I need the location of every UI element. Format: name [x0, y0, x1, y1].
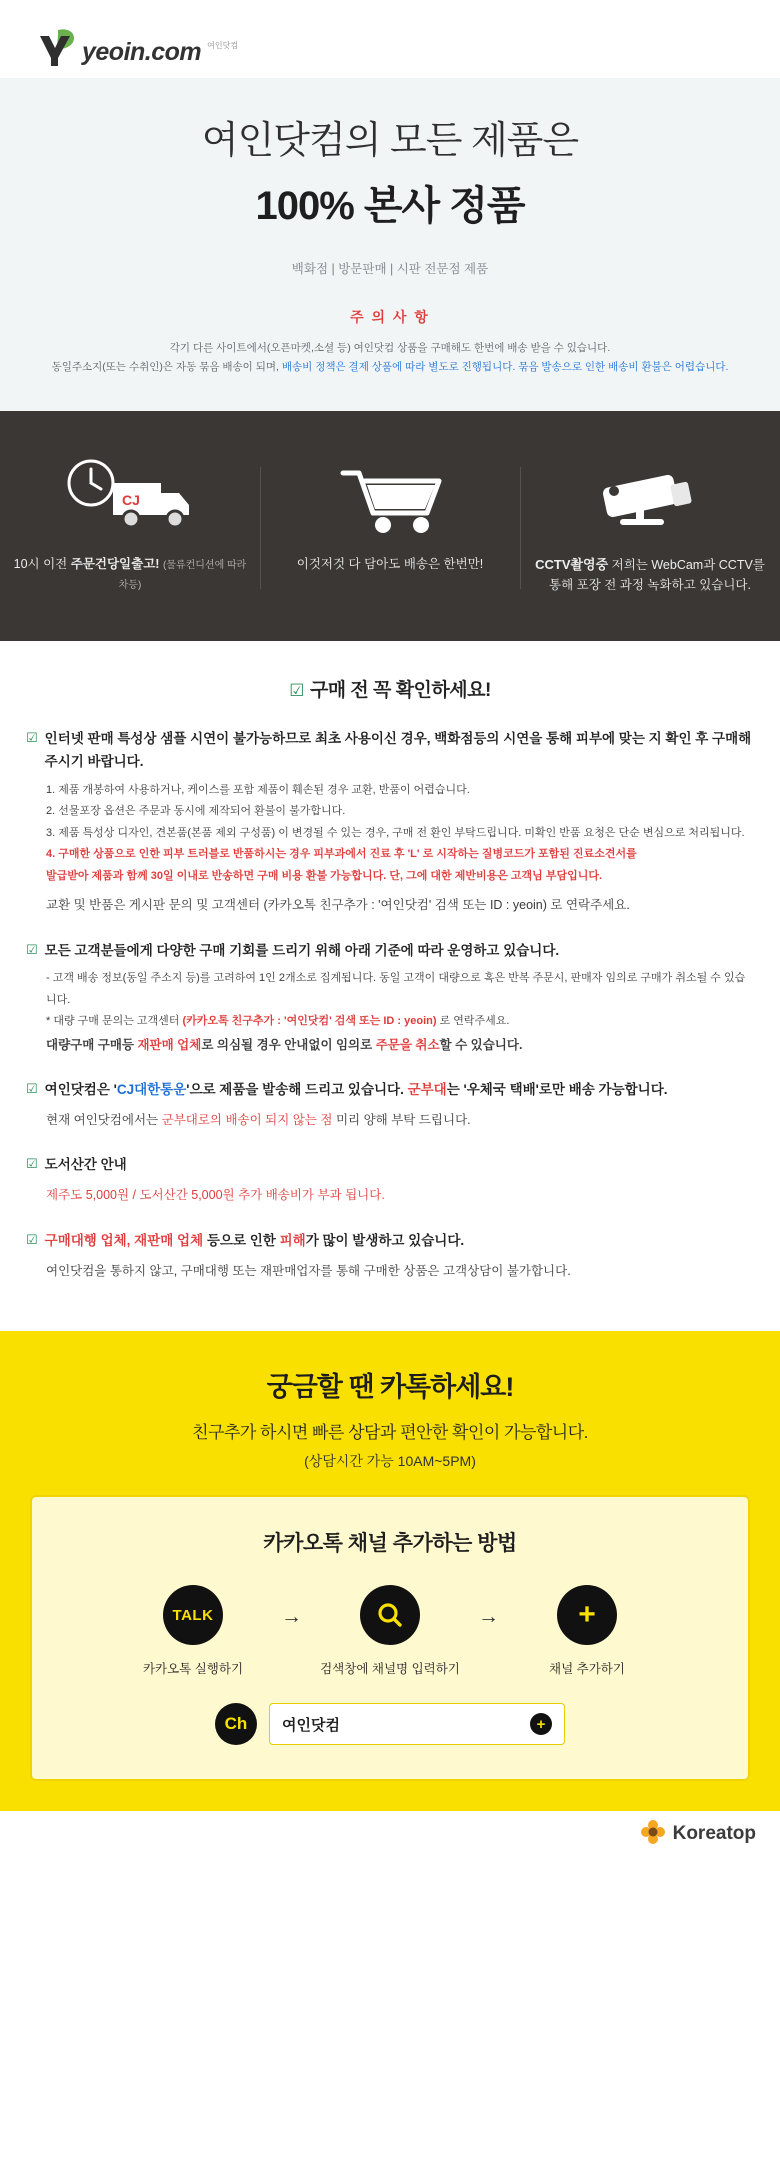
check-block-5-line2: 여인닷컴을 통하지 않고, 구매대행 또는 재판매업자를 통해 구매한 상품은 고객상담이 불가합니다.	[46, 1263, 571, 1278]
notice-body	[30, 339, 750, 378]
check-block-2-last	[46, 1033, 754, 1057]
t3a: 여인닷컴은 '	[44, 1082, 117, 1098]
delivery-truck-icon	[10, 453, 250, 539]
check-box-icon: ☑	[26, 941, 38, 957]
check-box-icon: ☑	[26, 1081, 38, 1097]
l3b: 군부대로의 배송이 되지 않는 점	[161, 1113, 333, 1128]
check-block-3	[26, 1079, 754, 1132]
kakao-howto-card	[30, 1495, 750, 1781]
site-header	[0, 0, 780, 78]
check-block-3-title	[26, 1079, 754, 1102]
kakao-step-2-label: 검색창에 채널명 입력하기	[320, 1662, 460, 1677]
add-channel-button[interactable]: +	[530, 1713, 552, 1735]
kakao-subtitle-2: (상담시간 가능 10AM~5PM)	[304, 1453, 476, 1470]
t5b: 등으로 인한	[203, 1232, 280, 1248]
kakao-channel-icon	[215, 1703, 257, 1745]
check-block-1-body	[26, 780, 754, 918]
kakao-section	[0, 1331, 780, 1811]
l3c: 미리 양해 부탁 드립니다.	[332, 1113, 471, 1128]
check-block-3-line2	[46, 1108, 754, 1132]
feature-delivery-line2: 주문건당일출고!	[70, 557, 160, 572]
last-a: 대량구매 구매등	[46, 1037, 138, 1052]
arrow-right-icon: →	[478, 1605, 499, 1629]
mid-a: * 대량 구매 문의는 고객센터	[46, 1015, 183, 1028]
kakao-channel-name: 여인닷컴	[282, 1716, 340, 1734]
cctv-camera-icon	[530, 453, 770, 539]
check-block-2-title-text: 모든 고객분들에게 다양한 구매 기회를 드리기 위해 아래 기준에 따라 운영하고 있습니다.	[44, 942, 560, 958]
feature-cctv	[520, 453, 780, 595]
hero-title-line2: 100% 본사 정품	[255, 183, 525, 228]
feature-cart-caption	[270, 555, 510, 574]
feature-cctv-title: CCTV촬영중	[535, 557, 609, 573]
last-e: 할 수 있습니다.	[439, 1037, 523, 1052]
kakao-step-3	[517, 1585, 657, 1677]
feature-cart-line2: 배송은 한번만!	[403, 557, 484, 572]
list-item: 1. 제품 개봉하여 사용하거나, 케이스를 포함 제품이 훼손된 경우 교환, 반품이 어렵습니다.	[46, 783, 470, 796]
feature-delivery-line1: 10시 이전	[13, 557, 68, 572]
notice-line-1: 각기 다른 사이트에서(오픈마켓,소셜 등) 여인닷컴 상품을 구매해도 한번에 배송 받을 수 있습니다.	[169, 341, 611, 354]
last-c: 로 의심될 경우 안내없이 임의로	[201, 1037, 376, 1052]
last-d: 주문을 취소	[375, 1037, 440, 1052]
check-box-icon: ☑	[26, 1156, 38, 1172]
check-block-4-title-text: 도서산간 안내	[44, 1157, 127, 1173]
feature-delivery-line3: (물류컨디션에 따라 차등)	[118, 560, 247, 591]
logo-text: yeoin.com	[82, 38, 202, 66]
notice-title: 주 의 사 항	[350, 308, 430, 325]
check-box-icon: ☑	[26, 730, 38, 746]
list-item: - 고객 배송 정보(동일 주소지 등)를 고려하여 1인 2개소로 집계됩니다. 동일 고객이 대량으로 혹은 반복 주문시, 판매자 임의로 구매가 취소될 수 있습니다.	[46, 972, 746, 1006]
logo[interactable]	[36, 26, 780, 68]
check-block-2-mid	[46, 1011, 754, 1032]
logo-subtext: 여인닷컴	[207, 41, 239, 50]
search-icon	[360, 1585, 420, 1645]
purchase-check-heading-text: 구매 전 꼭 확인하세요!	[309, 680, 491, 702]
check-block-4	[26, 1154, 754, 1207]
svg-text:CJ: CJ	[122, 492, 140, 509]
kakao-howto-title: 카카오톡 채널 추가하는 방법	[263, 1532, 517, 1556]
leaf-y-logo-icon	[36, 26, 76, 68]
arrow-right-icon: →	[281, 1605, 302, 1629]
check-box-icon: ☑	[289, 681, 304, 701]
kakao-step-2	[320, 1585, 460, 1677]
mid-c: 로 연락주세요.	[436, 1015, 510, 1028]
t3b: CJ대한통운	[116, 1082, 187, 1098]
check-block-3-body	[26, 1108, 754, 1132]
kakao-step-3-label: 채널 추가하기	[549, 1662, 625, 1677]
list-item: 3. 제품 특성상 디자인, 견본품(본품 제외 구성품) 이 변경될 수 있는 경우, 구매 전 환인 부탁드립니다. 미확인 반품 요청은 단순 변심으로 처리됩니다.	[46, 826, 745, 839]
t5c: 피해	[279, 1232, 306, 1248]
kakao-steps	[52, 1585, 728, 1677]
t5a: 구매대행 업체, 재판매 업체	[44, 1232, 204, 1248]
check-block-2	[26, 940, 754, 1058]
check-block-5-title-text	[45, 1230, 754, 1253]
check-block-2-body	[26, 968, 754, 1057]
check-block-1-tail: 교환 및 반품은 게시판 문의 및 고객센터 (카카오톡 친구추가 : '여인닷컴' 검색 또는 ID : yeoin) 로 연락주세요.	[46, 898, 630, 913]
kakao-title: 궁금할 땐 카톡하세요!	[266, 1372, 514, 1403]
feature-cctv-line1: 저희는 WebCam과 CCTV를 통해	[549, 558, 765, 592]
check-block-5-title	[26, 1230, 754, 1253]
feature-cart	[260, 453, 520, 595]
kakao-talk-icon	[163, 1585, 223, 1645]
t3e: 는 '우체국 택배'로만 배송 가능합니다.	[446, 1082, 668, 1098]
purchase-check-section	[0, 641, 780, 1331]
footer	[0, 1811, 780, 1857]
footer-brand-name: Koreatop	[672, 1823, 756, 1845]
check-block-2-title	[26, 940, 754, 963]
kakao-step-1	[123, 1585, 263, 1677]
kakao-channel-glyph: Ch	[224, 1714, 248, 1734]
notice-line-2b: 배송비 정책은 결제 상품에 따라 별도로 진행됩니다. 묶음 발송으로 인한 배송비 환불은 어렵습니다.	[281, 360, 729, 373]
mid-b: (카카오톡 친구추가 : '여인닷컴' 검색 또는 ID : yeoin)	[182, 1015, 437, 1028]
check-block-1	[26, 728, 754, 917]
purchase-check-heading	[26, 675, 754, 702]
kakao-channel-bar[interactable]	[52, 1703, 728, 1745]
kakao-talk-glyph: TALK	[172, 1606, 214, 1624]
check-block-4-line2: 제주도 5,000원 / 도서산간 5,000원 추가 배송비가 부과 됩니다.	[46, 1188, 385, 1203]
koreatop-flower-icon	[640, 1819, 666, 1850]
check-block-4-body	[26, 1183, 754, 1207]
check-box-icon: ☑	[26, 1231, 38, 1247]
kakao-channel-search-input[interactable]	[269, 1703, 565, 1745]
hero-section	[0, 78, 780, 411]
feature-delivery	[0, 453, 260, 595]
hero-channels: 백화점 | 방문판매 | 시판 전문점 제품	[291, 261, 489, 276]
last-b: 재판매 업체	[137, 1037, 202, 1052]
list-item-highlight-a: 4. 구매한 상품으로 인한 피부 트러블로 반품하시는 경우 피부과에서 진료 후 'L' 로 시작하는 질병코드가 포함된 진료소견서를	[46, 848, 637, 861]
l3a: 현재 여인닷컴에서는	[46, 1113, 162, 1128]
feature-cctv-caption	[530, 555, 770, 595]
kakao-subtitle-1: 친구추가 하시면 빠른 상담과 편안한 확인이 가능합니다.	[192, 1423, 588, 1443]
plus-glyph: +	[578, 1598, 596, 1632]
list-item: 2. 선물포장 옵션은 주문과 동시에 제작되어 환불이 불가합니다.	[46, 805, 346, 818]
check-block-5-body	[26, 1259, 754, 1283]
t3d: 군부대	[407, 1082, 447, 1098]
check-block-5	[26, 1230, 754, 1283]
list-item-highlight-b: 발급받아 제품과 함께 30일 이내로 반송하면 구매 비용 환불 가능합니다. 단, 그에 대한 제반비용은 고객님 부담입니다.	[46, 869, 603, 882]
feature-cctv-line2: 포장 전 과정 녹화하고 있습니다.	[576, 577, 751, 592]
shopping-cart-icon	[270, 453, 510, 539]
notice-line-2a: 동일주소지(또는 수취인)은 자동 묶음 배송이 되며,	[51, 360, 282, 373]
check-block-1-title-text: 인터넷 판매 특성상 샘플 시연이 불가능하므로 최초 사용이신 경우, 백화점등의 시연을 통해 피부에 맞는 지 확인 후 구매해주시기 바랍니다.	[44, 731, 752, 770]
t3c: '으로 제품을 발송해 드리고 있습니다.	[186, 1082, 408, 1098]
plus-icon	[557, 1585, 617, 1645]
features-bar	[0, 411, 780, 641]
check-block-3-title-text	[45, 1079, 754, 1102]
feature-cart-line1: 이것저것 다 담아도	[296, 557, 401, 572]
check-block-4-title	[26, 1154, 754, 1177]
t5d: 가 많이 발생하고 있습니다.	[305, 1232, 465, 1248]
feature-delivery-caption	[10, 555, 250, 594]
notice-line-2	[30, 358, 750, 377]
check-block-1-title	[26, 728, 754, 774]
kakao-step-1-label: 카카오톡 실행하기	[142, 1662, 244, 1677]
hero-title-line1: 여인닷컴의 모든 제품은	[201, 120, 579, 162]
